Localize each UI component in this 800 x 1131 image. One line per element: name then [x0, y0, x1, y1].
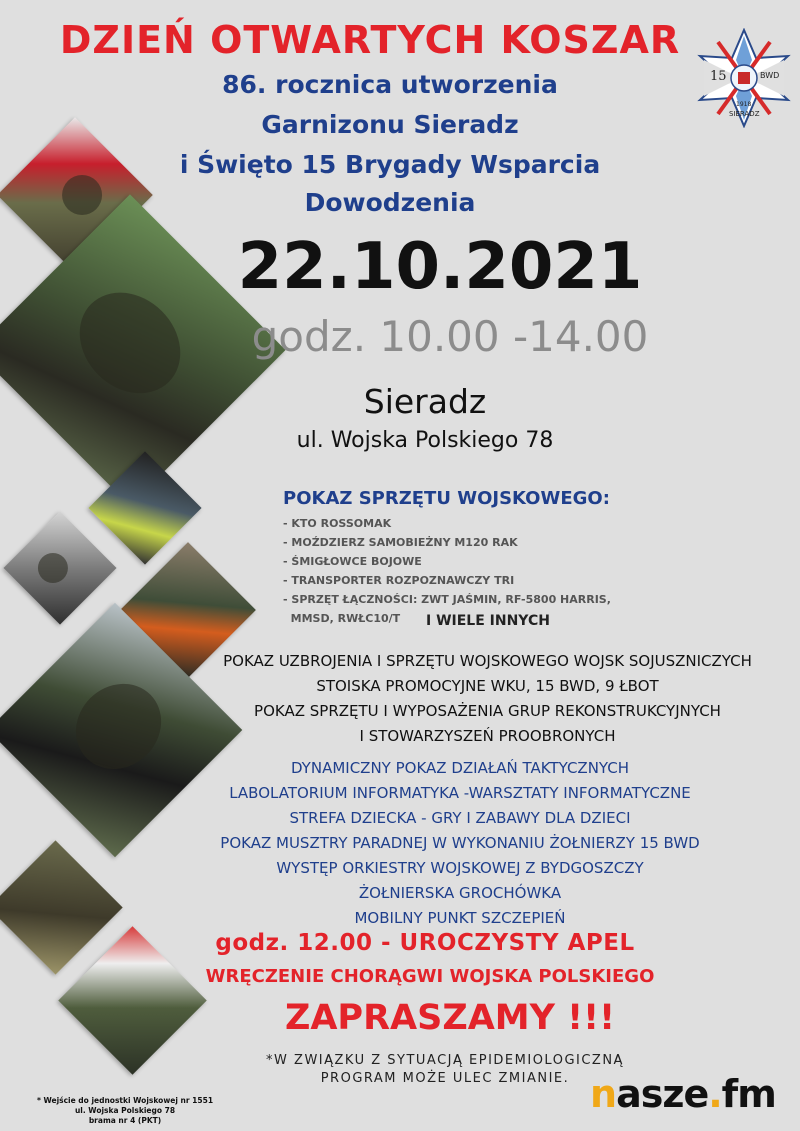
footnote-line-2: ul. Wojska Polskiego 78 [74, 1106, 176, 1115]
poster-title: DZIEŃ OTWARTYCH KOSZAR [59, 18, 681, 62]
emblem-year: 1918 [736, 101, 752, 108]
program-item: ŻOŁNIERSKA GROCHÓWKA [358, 884, 562, 902]
equipment-item: MMSD, RWŁC10/T [283, 612, 401, 625]
program-list-black [195, 649, 780, 749]
ceremony-apel: godz. 12.00 - UROCZYSTY APEL [215, 930, 635, 956]
footnote-line-1: * Wejście do jednostki Wojskowej nr 1551 [36, 1096, 214, 1105]
subtitle-line-1: 86. rocznica utworzenia [222, 70, 558, 99]
entrance-footnote [20, 1096, 230, 1126]
emblem-abbr: BWD [760, 71, 780, 80]
ceremony-flag: WRĘCZENIE CHORĄGWI WOJSKA POLSKIEGO [205, 966, 655, 987]
program-item: WYSTĘP ORKIESTRY WOJSKOWEJ Z BYDGOSZCZY [276, 859, 644, 877]
photo-soldiers-walking [3, 511, 116, 624]
program-item: STOISKA PROMOCYJNE WKU, 15 BWD, 9 ŁBOT [316, 677, 659, 695]
emblem-city: SIERADZ [729, 110, 760, 118]
program-item: POKAZ UZBROJENIA I SPRZĘTU WOJSKOWEGO WOJSK SOJUSZNICZYCH [223, 652, 752, 670]
equipment-list [283, 514, 611, 628]
footnote-line-3: brama nr 4 (PKT) [88, 1116, 162, 1125]
equipment-item: - SPRZĘT ŁĄCZNOŚCI: ZWT JAŚMIN, RF-5800 HARRIS, [283, 593, 611, 606]
brigade-emblem-icon [696, 28, 792, 128]
emblem-number: 15 [710, 69, 727, 84]
nasze-fm-logo [590, 1072, 776, 1116]
logo-dot: . [708, 1072, 722, 1116]
notice-line-1: *W ZWIĄZKU Z SYTUACJĄ EPIDEMIOLOGICZNĄ [266, 1053, 624, 1068]
event-city: Sieradz [363, 382, 487, 421]
equipment-title: POKAZ SPRZĘTU WOJSKOWEGO: [283, 488, 610, 509]
program-item: STREFA DZIECKA - GRY I ZABAWY DLA DZIECI [289, 809, 631, 827]
equipment-item: - ŚMIGŁOWCE BOJOWE [283, 555, 422, 568]
event-hours: godz. 10.00 -14.00 [251, 312, 649, 361]
program-item: I STOWARZYSZEŃ PROOBRONYCH [359, 727, 616, 745]
logo-word: asze [616, 1072, 709, 1116]
equipment-item: - TRANSPORTER ROZPOZNAWCZY TRI [283, 574, 515, 587]
program-item: POKAZ SPRZĘTU I WYPOSAŻENIA GRUP REKONSTRUKCYJNYCH [254, 702, 721, 720]
event-date: 22.10.2021 [237, 230, 643, 304]
program-item: POKAZ MUSZTRY PARADNEJ W WYKONANIU ŻOŁNIERZY 15 BWD [220, 834, 700, 852]
equipment-item: - MOŹDZIERZ SAMOBIEŻNY M120 RAK [283, 536, 518, 549]
invitation-heading: ZAPRASZAMY !!! [284, 998, 616, 1038]
program-item: LABOLATORIUM INFORMATYKA -WARSZTATY INFORMATYCZNE [229, 784, 691, 802]
program-list-blue [180, 756, 740, 931]
logo-fm: fm [721, 1072, 776, 1116]
program-item: MOBILNY PUNKT SZCZEPIEŃ [354, 909, 566, 927]
program-item: DYNAMICZNY POKAZ DZIAŁAŃ TAKTYCZNYCH [290, 759, 630, 777]
event-street: ul. Wojska Polskiego 78 [296, 428, 554, 453]
logo-letter-n: n [590, 1072, 617, 1116]
equipment-item: - KTO ROSSOMAK [283, 517, 392, 530]
subtitle-line-3: i Święto 15 Brygady Wsparcia [179, 150, 601, 179]
notice-line-2: PROGRAM MOŻE ULEC ZMIANIE. [320, 1071, 570, 1086]
subtitle-line-2: Garnizonu Sieradz [261, 110, 519, 139]
subtitle-line-4: Dowodzenia [304, 188, 476, 217]
equipment-more: I WIELE INNYCH [426, 613, 550, 629]
